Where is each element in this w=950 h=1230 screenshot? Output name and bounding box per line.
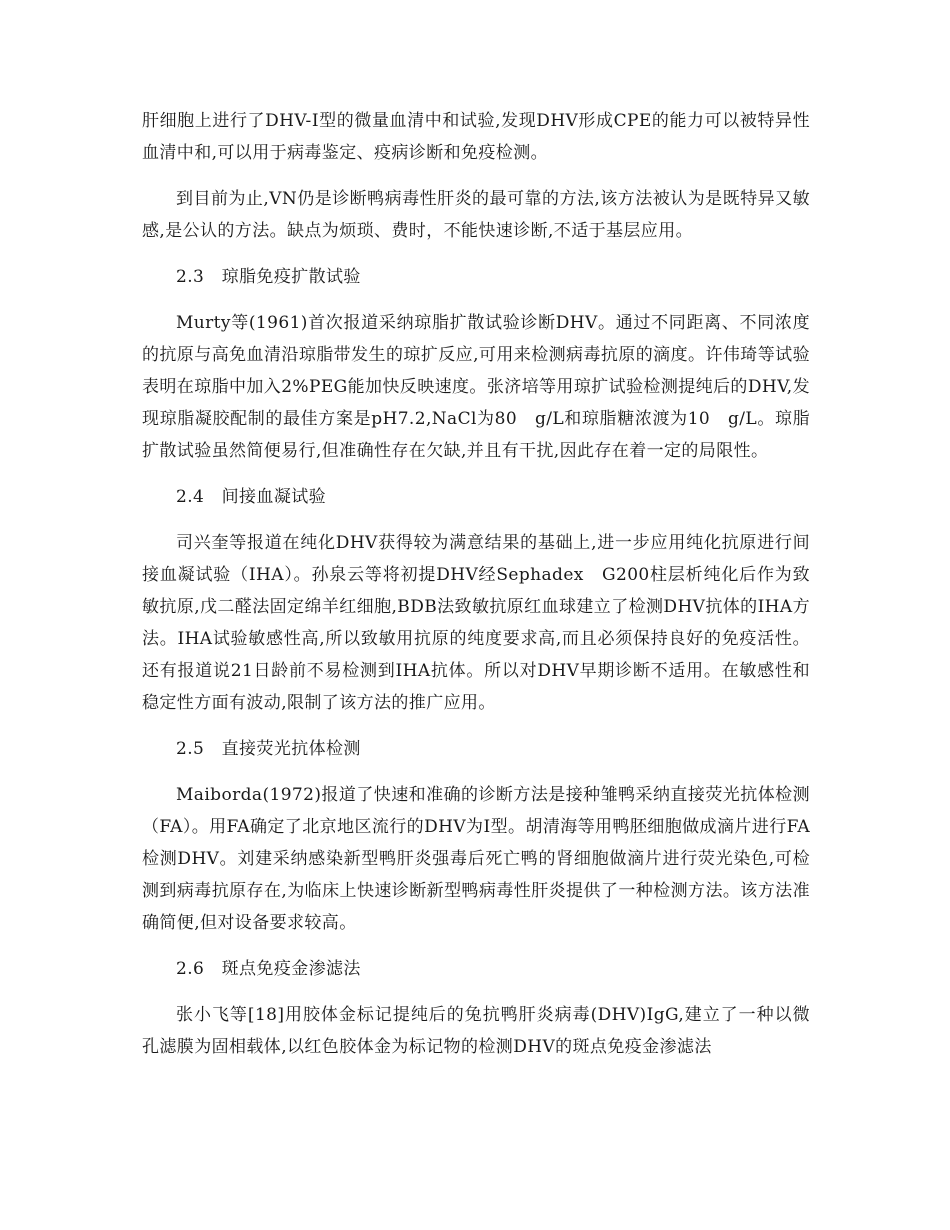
paragraph-agar-diffusion: Murty等(1961)首次报道采纳琼脂扩散试验诊断DHV。通过不同距离、不同浓度的抗原与高免血清沿琼脂带发生的琼扩反应,可用来检测病毒抗原的滴度。许伟琦等试验表明在琼脂中加入2%PEG能加快反映速度。张济培等用琼扩试验检测提纯后的DHV,发现琼脂凝胶配制的最佳方案是pH7.2,NaCl为80 g/L和琼脂糖浓渡为10 g/L。琼脂扩散试验虽然简便易行,但准确性存在欠缺,并且有干扰,因此存在着一定的局限性。 (142, 313, 810, 461)
section-heading-2-3: 2.3 琼脂免疫扩散试验 (176, 267, 361, 287)
paragraph-vn-summary: 到目前为止,VN仍是诊断鸭病毒性肝炎的最可靠的方法,该方法被认为是既特异又敏感,是公认的方法。缺点为烦琐、费时，不能快速诊断,不适于基层应用。 (142, 189, 810, 241)
paragraph-dot-immunogold: 张小飞等[18]用胶体金标记提纯后的兔抗鸭肝炎病毒(DHV)IgG,建立了一种以微孔滤膜为固相载体,以红色胶体金为标记物的检测DHV的斑点免疫金渗滤法 (142, 1005, 810, 1057)
section-heading-2-6: 2.6 斑点免疫金渗滤法 (176, 959, 361, 979)
section-heading-2-4: 2.4 间接血凝试验 (176, 487, 327, 507)
section-heading-2-5: 2.5 直接荧光抗体检测 (176, 739, 361, 759)
paragraph-direct-fluorescent-antibody: Maiborda(1972)报道了快速和准确的诊断方法是接种雏鸭采纳直接荧光抗体检测（FA）。用FA确定了北京地区流行的DHV为Ⅰ型。胡清海等用鸭胚细胞做成滴片进行FA检测DHV。刘建采纳感染新型鸭肝炎强毒后死亡鸭的肾细胞做滴片进行荧光染色,可检测到病毒抗原存在,为临床上快速诊断新型鸭病毒性肝炎提供了一种检测方法。该方法准确简便,但对设备要求较高。 (142, 785, 810, 933)
paragraph-continuation: 肝细胞上进行了DHV-Ⅰ型的微量血清中和试验,发现DHV形成CPE的能力可以被特异性血清中和,可以用于病毒鉴定、疫病诊断和免疫检测。 (142, 111, 810, 163)
paragraph-indirect-hemagglutination: 司兴奎等报道在纯化DHV获得较为满意结果的基础上,进一步应用纯化抗原进行间接血凝试验（IHA）。孙泉云等将初提DHV经Sephadex G200柱层析纯化后作为致敏抗原,戊二醛法固定绵羊红细胞,BDB法致敏抗原红血球建立了检测DHV抗体的IHA方法。IHA试验敏感性高,所以致敏用抗原的纯度要求高,而且必须保持良好的免疫活性。还有报道说21日龄前不易检测到IHA抗体。所以对DHV早期诊断不适用。在敏感性和稳定性方面有波动,限制了该方法的推广应用。 (142, 533, 810, 713)
document-body (142, 105, 810, 1077)
